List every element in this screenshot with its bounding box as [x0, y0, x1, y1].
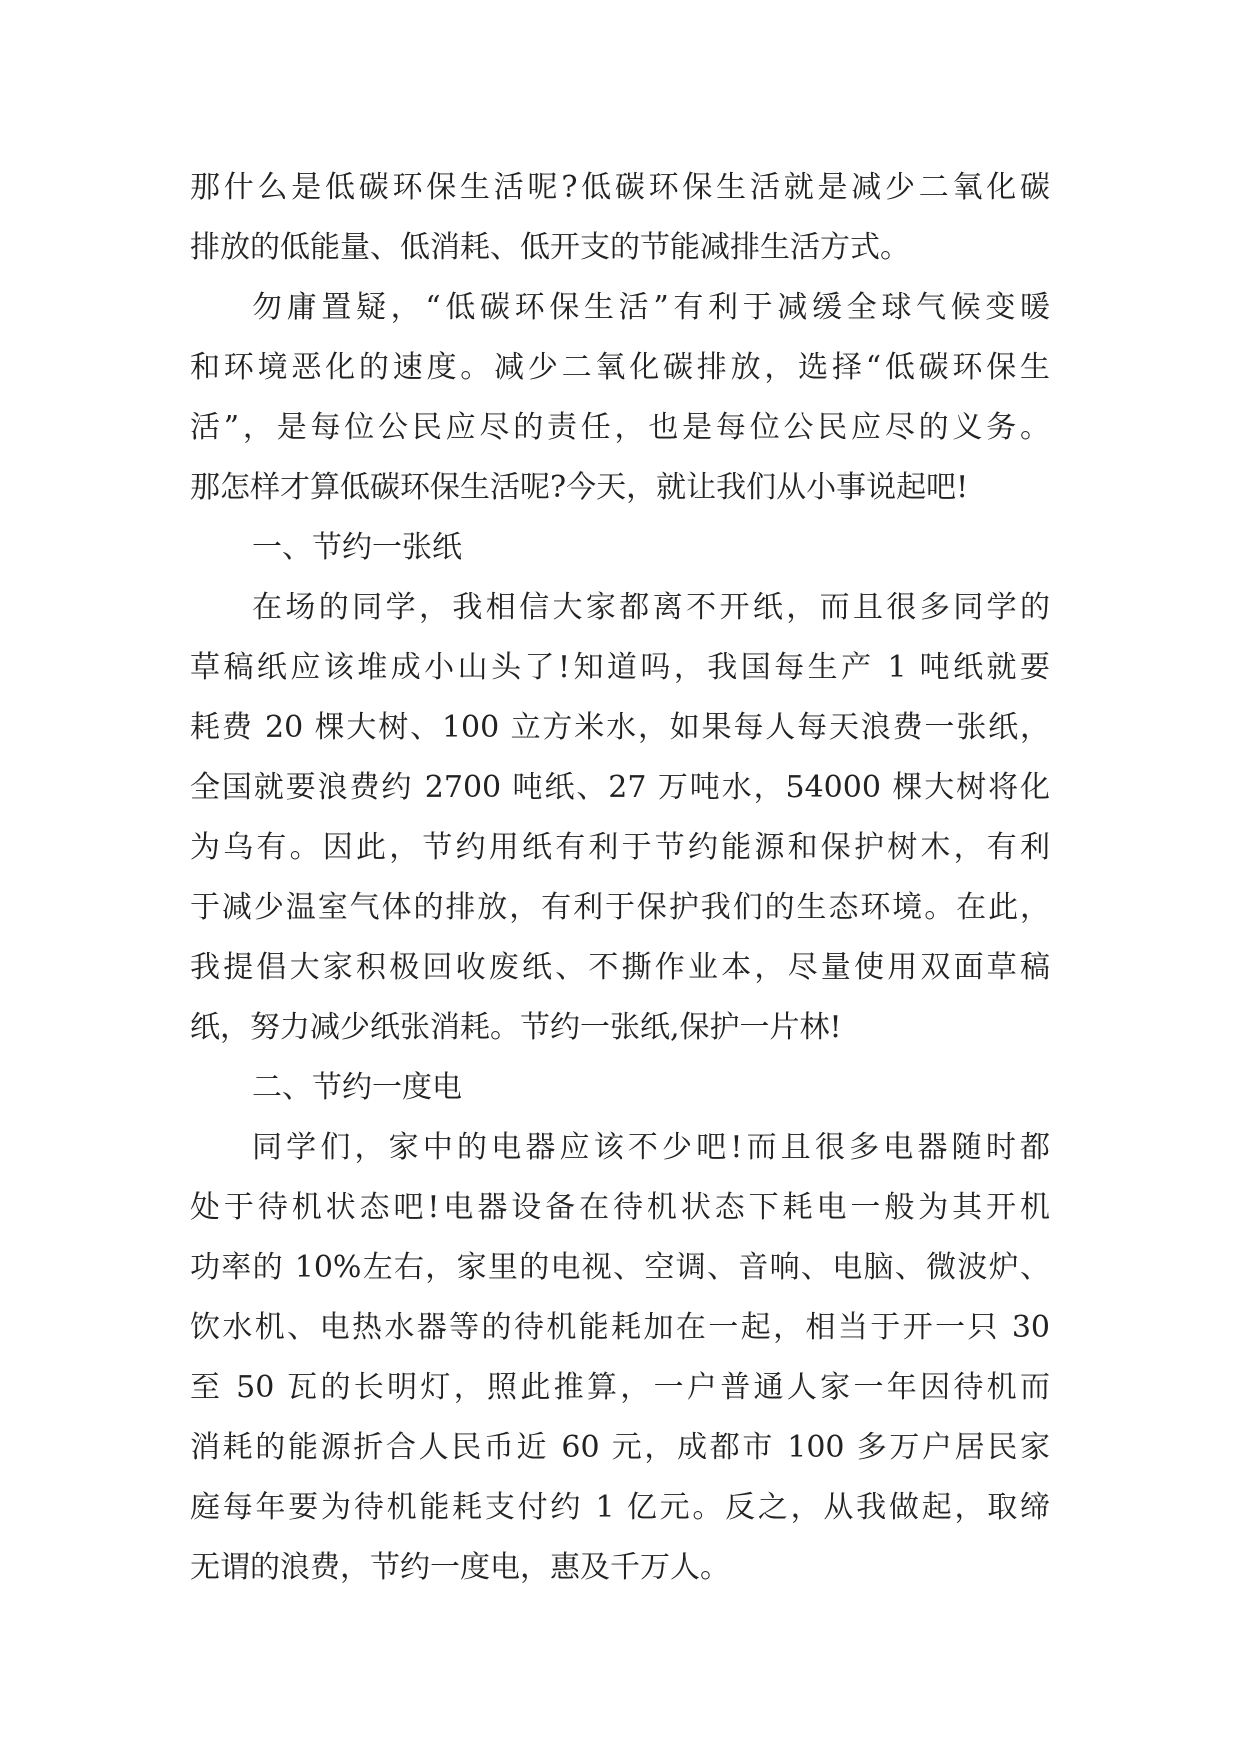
- text-line: 勿庸置疑，“低碳环保生活”有利于减缓全球气候变暖: [252, 290, 1050, 325]
- text-line: 草稿纸应该堆成小山头了!知道吗，我国每生产 1 吨纸就要: [190, 650, 1050, 685]
- document-body: [190, 158, 1050, 1598]
- text-line: 活”，是每位公民应尽的责任，也是每位公民应尽的义务。: [190, 410, 1050, 445]
- text-line: 消耗的能源折合人民币近 60 元，成都市 100 多万户居民家: [190, 1430, 1050, 1465]
- text-line: 无谓的浪费，节约一度电，惠及千万人。: [190, 1550, 730, 1585]
- text-line: 处于待机状态吧!电器设备在待机状态下耗电一般为其开机: [190, 1190, 1050, 1225]
- text-line: 饮水机、电热水器等的待机能耗加在一起，相当于开一只 30: [190, 1310, 1050, 1345]
- text-line: 和环境恶化的速度。减少二氧化碳排放，选择“低碳环保生: [190, 350, 1050, 385]
- text-line: 二、节约一度电: [252, 1070, 462, 1105]
- text-line: 纸，努力减少纸张消耗。节约一张纸,保护一片林!: [190, 1010, 842, 1045]
- text-line: 为乌有。因此，节约用纸有利于节约能源和保护树木，有利: [190, 830, 1050, 865]
- text-line: 那怎样才算低碳环保生活呢?今天，就让我们从小事说起吧!: [190, 470, 969, 505]
- text-line: 那什么是低碳环保生活呢?低碳环保生活就是减少二氧化碳: [190, 170, 1050, 205]
- text-line: 全国就要浪费约 2700 吨纸、27 万吨水，54000 棵大树将化: [190, 770, 1050, 805]
- text-line: 功率的 10%左右，家里的电视、空调、音响、电脑、微波炉、: [190, 1250, 1050, 1285]
- text-line: 在场的同学，我相信大家都离不开纸，而且很多同学的: [252, 590, 1050, 625]
- text-line: 我提倡大家积极回收废纸、不撕作业本，尽量使用双面草稿: [190, 950, 1050, 985]
- text-line: 同学们，家中的电器应该不少吧!而且很多电器随时都: [252, 1130, 1050, 1165]
- text-line: 庭每年要为待机能耗支付约 1 亿元。反之，从我做起，取缔: [190, 1490, 1050, 1525]
- text-line: 一、节约一张纸: [252, 530, 462, 565]
- text-line: 于减少温室气体的排放，有利于保护我们的生态环境。在此，: [190, 890, 1050, 925]
- text-line: 耗费 20 棵大树、100 立方米水，如果每人每天浪费一张纸，: [190, 710, 1050, 745]
- text-line: 排放的低能量、低消耗、低开支的节能减排生活方式。: [190, 230, 910, 265]
- text-line: 至 50 瓦的长明灯，照此推算，一户普通人家一年因待机而: [190, 1370, 1050, 1405]
